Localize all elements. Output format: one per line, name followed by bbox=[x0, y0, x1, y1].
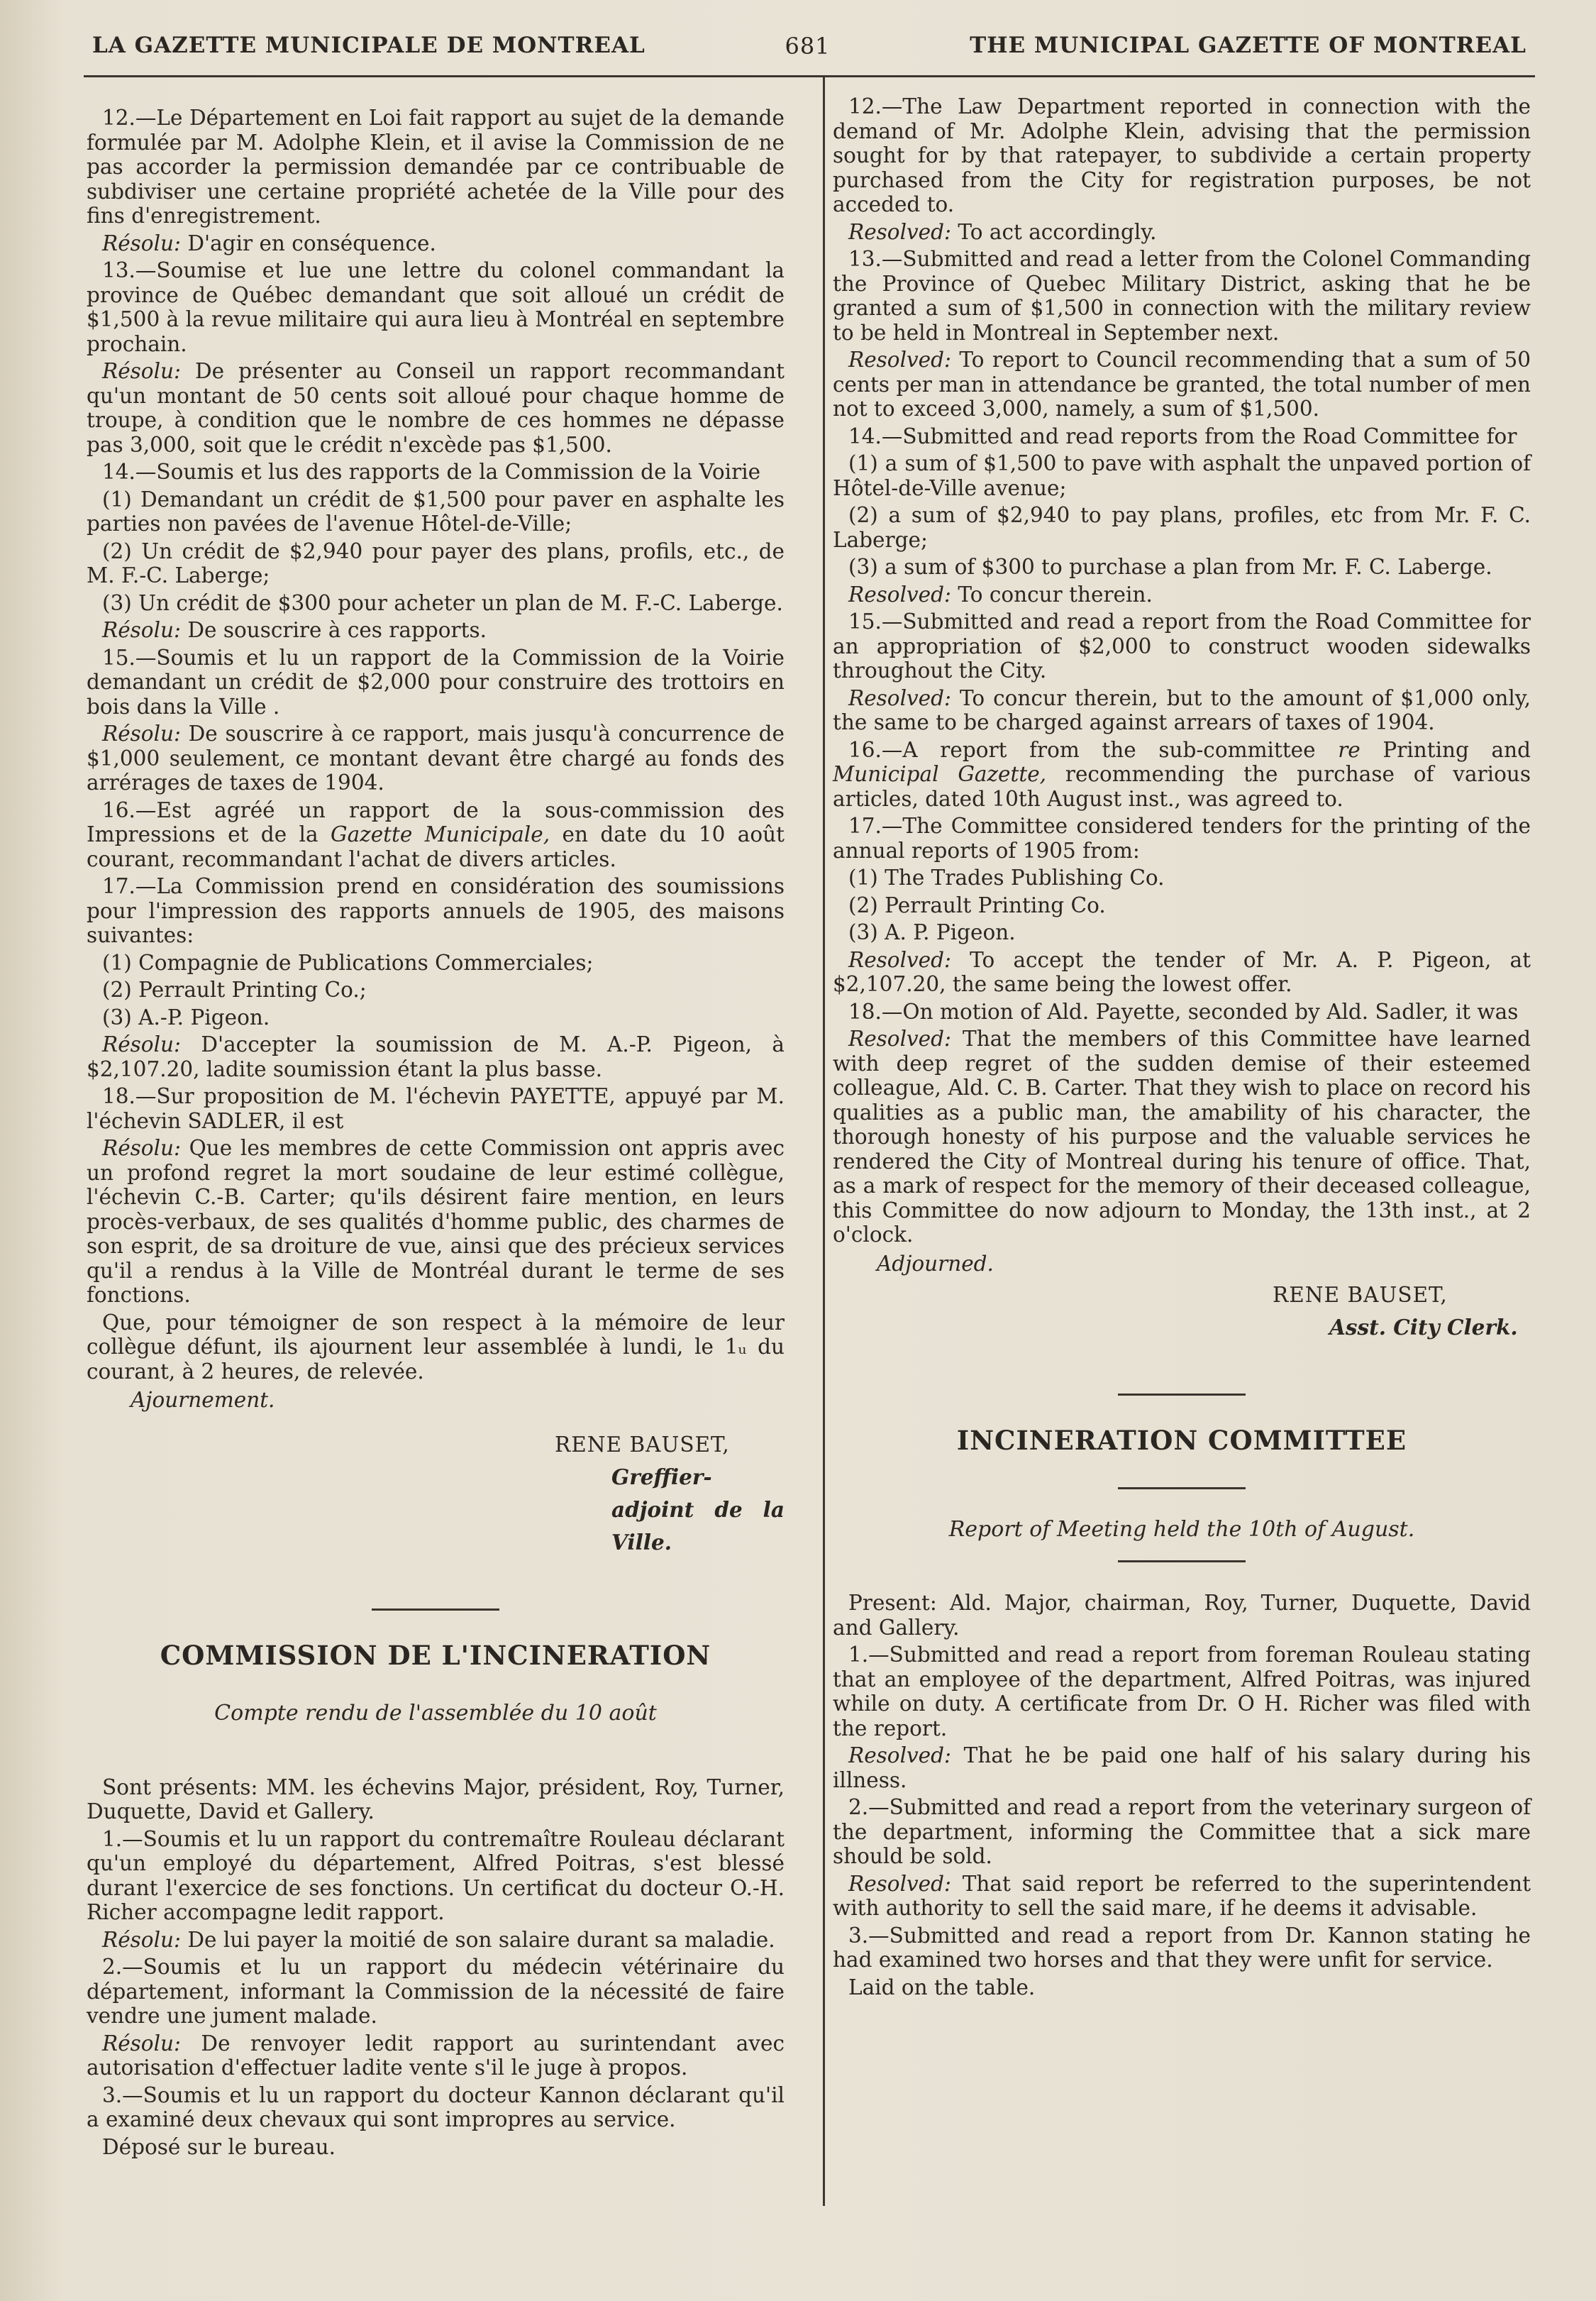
en-resolution-17: Resolved: To accept the tender of Mr. A. P. Pigeon, at $2,107.20, the same being the lowest offer. bbox=[833, 947, 1531, 996]
fr-item-14: 14.—Soumis et lus des rapports de la Commission de la Voirie bbox=[102, 460, 761, 484]
en-resolution-18: Resolved: That the members of this Committee have learned with deep regret of the sudden demise of their esteemed colleague, Ald. C. B. Carter. That they wish to place on record his qualities as a public man, the amability of his character, the thorough honesty of his purpose and the valuable services he rendered the City of Montreal during his tenure of office. That, as a mark of respect for the memory of their deceased colleague, this Committee do now adjourn to Monday, the 13th inst., at 2 o'clock. bbox=[833, 1027, 1531, 1247]
en-adjourn: Adjourned. bbox=[877, 1251, 994, 1276]
fr-item-12: 12.—Le Département en Loi fait rapport au sujet de la demande formulée par M. Adolphe Klein, et il avise la Commission de ne pas accorder la permission demandée par ce contribuable de subdiviser une certaine propriété achetée de la Ville pour des fins d'enregistrement. bbox=[87, 106, 785, 228]
fr-signature-name: RENE BAUSET, bbox=[555, 1432, 730, 1457]
fr-resolution-14: Résolu: De souscrire à ces rapports. bbox=[102, 618, 487, 642]
en-resolution-13: Resolved: To report to Council recommending that a sum of 50 cents per man in attendance be granted, the total number of men not to exceed 3,000, namely, a sum of $1,500. bbox=[833, 348, 1531, 421]
fr-inc-resolution-3: Déposé sur le bureau. bbox=[102, 2134, 336, 2159]
fr-item-13: 13.—Soumise et lue une lettre du colonel commandant la province de Québec demandant que soit alloué un crédit de $1,500 à la revue militaire qui aura lieu à Montréal en septembre prochain. bbox=[87, 258, 785, 356]
fr-item-14-3: (3) Un crédit de $300 pour acheter un plan de M. F.-C. Laberge. bbox=[102, 590, 783, 615]
fr-item-18-b: Que, pour témoigner de son respect à la mémoire de leur collègue défunt, ils ajournent leur assemblée à lundi, le 1ᵤ du courant, à 2 heures, de relevée. bbox=[87, 1310, 785, 1384]
en-signature-name: RENE BAUSET, bbox=[1273, 1283, 1448, 1307]
fr-separator bbox=[372, 1609, 499, 1611]
en-item-12: 12.—The Law Department reported in connection with the demand of Mr. Adolphe Klein, advising that the permission sought for by that ratepayer, to subdivide a certain property purchased from the City for registration purposes, be not acceded to. bbox=[833, 94, 1531, 216]
en-separator-2 bbox=[1118, 1487, 1246, 1489]
fr-inc-resolution-2: Résolu: De renvoyer ledit rapport au surintendant avec autorisation d'effectuer ladite vente s'il le juge à propos. bbox=[87, 2031, 785, 2080]
english-column bbox=[807, 77, 1535, 2241]
fr-resolution-18: Résolu: Que les membres de cette Commission ont appris avec un profond regret la mort soudaine de leur estimé collègue, l'échevin C.-B. Carter; qu'ils désirent faire mention, en leurs procès-verbaux, de ses qualités d'homme public, des charmes de son esprit, de sa droiture de vue, ainsi que des précieux services qu'il a rendus à la Ville de Montréal durant le terme de ses fonctions. bbox=[87, 1136, 785, 1307]
en-item-17-1: (1) The Trades Publishing Co. bbox=[848, 866, 1165, 890]
en-resolution-15: Resolved: To concur therein, but to the amount of $1,000 only, the same to be charged against arrears of taxes of 1904. bbox=[833, 685, 1531, 734]
columns bbox=[84, 77, 1535, 2241]
fr-item-17-2: (2) Perrault Printing Co.; bbox=[102, 978, 367, 1002]
en-item-14-1: (1) a sum of $1,500 to pave with asphalt the unpaved portion of Hôtel-de-Ville avenue; bbox=[833, 451, 1531, 500]
en-signature-title: Asst. City Clerk. bbox=[1329, 1315, 1518, 1340]
fr-resolution-15: Résolu: De souscrire à ce rapport, mais jusqu'à concurrence de $1,000 seulement, ce montant devant être chargé au fonds des arrérages de taxes de 1904. bbox=[87, 722, 785, 795]
en-item-17-2: (2) Perrault Printing Co. bbox=[848, 893, 1106, 917]
fr-item-15: 15.—Soumis et lu un rapport de la Commission de la Voirie demandant un crédit de $2,000 pour construire des trottoirs en bois dans la Ville . bbox=[87, 645, 785, 719]
en-item-14: 14.—Submitted and read reports from the Road Committee for bbox=[848, 424, 1517, 448]
header-left-title: LA GAZETTE MUNICIPALE DE MONTREAL bbox=[92, 33, 645, 58]
fr-resolution-17: Résolu: D'accepter la soumission de M. A.-P. Pigeon, à $2,107.20, ladite soumission étant la plus basse. bbox=[87, 1032, 785, 1081]
en-inc-item-1: 1.—Submitted and read a report from foreman Rouleau stating that an employee of the department, Alfred Poitras, was injured while on duty. A certificate from Dr. O H. Richer was filed with the report. bbox=[833, 1643, 1531, 1740]
fr-section-title: COMMISSION DE L'INCINERATION bbox=[160, 1639, 711, 1671]
fr-item-16: 16.—Est agréé un rapport de la sous-commission des Impressions et de la Gazette Municipale, en date du 10 août courant, recommandant l'achat de divers articles. bbox=[87, 798, 785, 871]
running-head bbox=[84, 26, 1535, 77]
en-section-subtitle: Report of Meeting held the 10th of August. bbox=[948, 1516, 1415, 1542]
en-item-17-3: (3) A. P. Pigeon. bbox=[848, 920, 1016, 944]
fr-resolution-13: Résolu: De présenter au Conseil un rapport recommandant qu'un montant de 50 cents soit alloué pour chaque homme de troupe, à condition que le nombre de ces hommes ne dépasse pas 3,000, soit que le crédit n'excède pas $1,500. bbox=[87, 359, 785, 457]
en-inc-resolution-1: Resolved: That he be paid one half of his salary during his illness. bbox=[833, 1743, 1531, 1792]
fr-inc-item-2: 2.—Soumis et lu un rapport du médecin vétérinaire du département, informant la Commission de la nécessité de faire vendre une jument malade. bbox=[87, 1955, 785, 2028]
en-item-14-2: (2) a sum of $2,940 to pay plans, profiles, etc from Mr. F. C. Laberge; bbox=[833, 503, 1531, 552]
fr-item-14-1: (1) Demandant un crédit de $1,500 pour paver en asphalte les parties non pavées de l'avenue Hôtel-de-Ville; bbox=[87, 487, 785, 536]
fr-item-17-3: (3) A.-P. Pigeon. bbox=[102, 1005, 270, 1030]
fr-inc-item-3: 3.—Soumis et lu un rapport du docteur Kannon déclarant qu'il a examiné deux chevaux qui sont impropres au service. bbox=[87, 2082, 785, 2131]
en-inc-resolution-3: Laid on the table. bbox=[848, 1975, 1036, 1999]
en-signature bbox=[833, 1279, 1531, 1344]
fr-resolution-12: Résolu: D'agir en conséquence. bbox=[102, 231, 436, 255]
fr-inc-item-1: 1.—Soumis et lu un rapport du contremaître Rouleau déclarant qu'un employé du département, Alfred Poitras, s'est blessé durant l'exercice de ses fonctions. Un certificat du docteur O.-H. Richer accompagne ledit rapport. bbox=[87, 1826, 785, 1924]
fr-present: Sont présents: MM. les échevins Major, président, Roy, Turner, Duquette, David et Gallery. bbox=[87, 1775, 785, 1823]
en-separator-3 bbox=[1118, 1560, 1246, 1562]
en-section-title: INCINERATION COMMITTEE bbox=[956, 1425, 1407, 1456]
en-item-15: 15.—Submitted and read a report from the Road Committee for an appropriation of $2,000 to construct wooden sidewalks throughout the City. bbox=[833, 609, 1531, 683]
fr-signature-title: Greffier-adjoint de la Ville. bbox=[611, 1464, 785, 1555]
column-rule bbox=[823, 77, 825, 2206]
fr-item-18: 18.—Sur proposition de M. l'échevin PAYETTE, appuyé par M. l'échevin SADLER, il est bbox=[87, 1084, 785, 1133]
en-inc-item-3: 3.—Submitted and read a report from Dr. Kannon stating he had examined two horses and that they were unfit for service. bbox=[833, 1923, 1531, 1972]
fr-item-17-1: (1) Compagnie de Publications Commerciales; bbox=[102, 950, 594, 975]
fr-inc-resolution-1: Résolu: De lui payer la moitié de son salaire durant sa maladie. bbox=[102, 1927, 775, 1952]
fr-adjourn: Ajournement. bbox=[131, 1388, 275, 1412]
en-separator bbox=[1118, 1394, 1246, 1396]
en-item-13: 13.—Submitted and read a letter from the Colonel Commanding the Province of Quebec Military District, asking that he be granted a sum of $1,500 in connection with the military review to be held in Montreal in September next. bbox=[833, 247, 1531, 345]
en-item-14-3: (3) a sum of $300 to purchase a plan from Mr. F. C. Laberge. bbox=[848, 555, 1492, 579]
page-number: 681 bbox=[785, 33, 831, 60]
en-item-16: 16.—A report from the sub-committee re Printing and Municipal Gazette, recommending the purchase of various articles, dated 10th August inst., was agreed to. bbox=[833, 737, 1531, 811]
header-right-title: THE MUNICIPAL GAZETTE OF MONTREAL bbox=[970, 33, 1526, 58]
en-present: Present: Ald. Major, chairman, Roy, Turner, Duquette, David and Gallery. bbox=[833, 1591, 1531, 1640]
fr-section-subtitle: Compte rendu de l'assemblée du 10 août bbox=[214, 1701, 657, 1726]
fr-separator-2 bbox=[372, 1745, 499, 1747]
fr-item-17: 17.—La Commission prend en considération des soumissions pour l'impression des rapports annuels de 1905, des maisons suivantes: bbox=[87, 874, 785, 947]
en-item-18: 18.—On motion of Ald. Payette, seconded by Ald. Sadler, it was bbox=[848, 999, 1519, 1024]
fr-item-14-2: (2) Un crédit de $2,940 pour payer des plans, profils, etc., de M. F.-C. Laberge; bbox=[87, 539, 785, 587]
en-item-17: 17.—The Committee considered tenders for the printing of the annual reports of 1905 from: bbox=[833, 814, 1531, 863]
en-resolution-12: Resolved: To act accordingly. bbox=[848, 219, 1157, 244]
en-inc-item-2: 2.—Submitted and read a report from the veterinary surgeon of the department, informing the Committee that a sick mare should be sold. bbox=[833, 1795, 1531, 1868]
en-resolution-14: Resolved: To concur therein. bbox=[848, 582, 1153, 607]
fr-signature bbox=[87, 1428, 785, 1559]
en-inc-resolution-2: Resolved: That said report be referred to the superintendent with authority to sell the said mare, if he deems it advisable. bbox=[833, 1871, 1531, 1920]
french-column bbox=[84, 77, 807, 2241]
